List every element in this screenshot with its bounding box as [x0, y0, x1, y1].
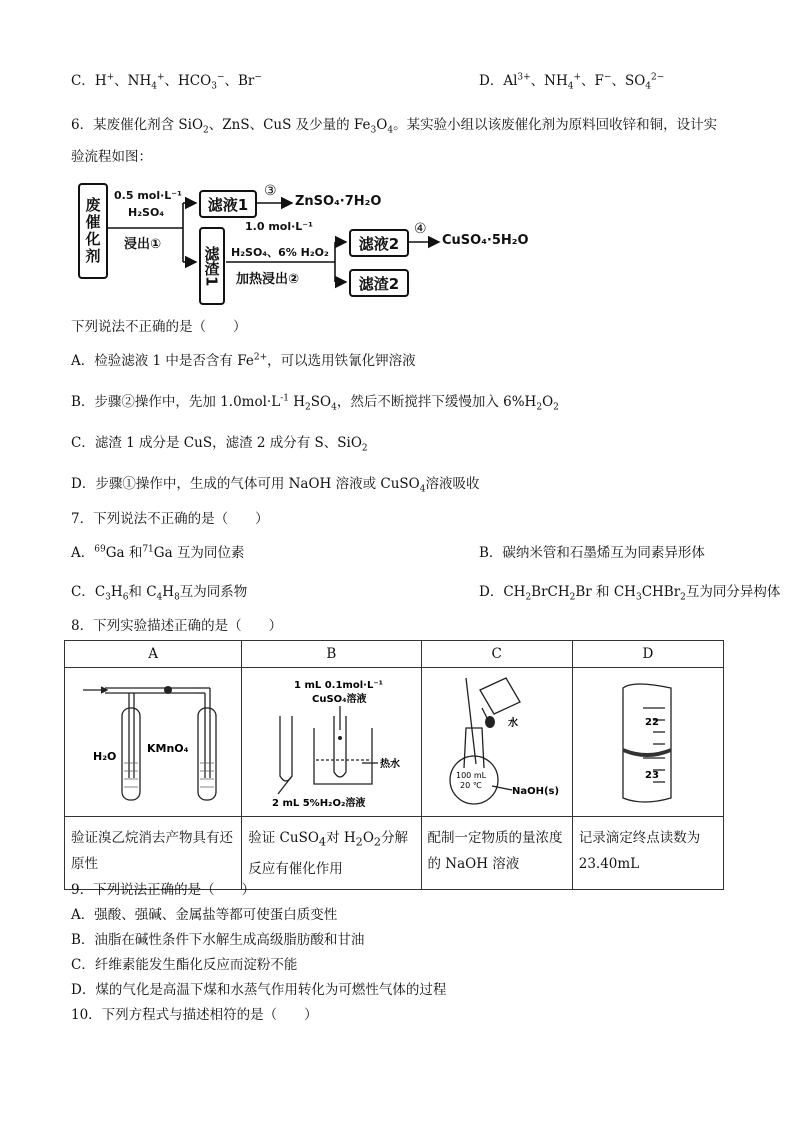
- q7-option-d: D．$CH_2BrCH_2Br$ 和 $CH_3CHBr_2$互为同分异构体: [479, 584, 781, 603]
- fig-b-label-3: 热水: [380, 759, 401, 770]
- flow-leach2: 加热浸出②: [236, 272, 300, 287]
- flow-filtrate1: 滤液1: [199, 190, 257, 218]
- flow-product2: CuSO₄·5H₂O: [442, 233, 529, 248]
- fig-a-label-kmno4: KMnO₄: [147, 742, 189, 755]
- fig-c-label-4: NaOH(s): [511, 786, 559, 797]
- q9-stem: 9．下列说法正确的是（ ）: [71, 882, 256, 898]
- q6-option-a: A．检验滤液 1 中是否含有 $Fe^{2+}$，可以选用铁氰化钾溶液: [71, 352, 416, 369]
- q8-caption-d: 记录滴定终点读数为 23.40mL: [572, 817, 723, 890]
- q9-option-c: C．纤维素能发生酯化反应而淀粉不能: [71, 957, 298, 973]
- flow-conc2: 1.0 mol·L⁻¹: [245, 220, 313, 233]
- q6-option-c: C．滤渣 1 成分是 CuS，滤渣 2 成分有 S、SiO$_2$: [71, 435, 368, 454]
- q8-stem: 8．下列实验描述正确的是（ ）: [71, 618, 283, 634]
- q8-caption-a: 验证溴乙烷消去产物具有还原性: [65, 817, 242, 890]
- flow-raw-box: 废催化剂: [78, 183, 108, 279]
- flow-acid2: H₂SO₄、6% H₂O₂: [231, 246, 329, 259]
- fig-d-label-22: 22: [644, 717, 659, 728]
- flow-residue1: 滤渣1: [199, 227, 225, 305]
- q5-option-d: D．$Al^{3+}$、$NH_4^+$、F−、$SO_4^{2-}$: [479, 72, 665, 92]
- q8-figure-c: [421, 668, 572, 817]
- q8-caption-c: 配制一定物质的量浓度的 NaOH 溶液: [421, 817, 572, 890]
- q7-stem: 7．下列说法不正确的是（ ）: [71, 511, 269, 527]
- q7-option-c: C．$C_3H_6$和 $C_4H_8$互为同系物 D．$CH_2BrCH_2Br$ 和 $CH_3CHBr_2$互为同分异构体: [71, 584, 781, 603]
- flow-acid1: H₂SO₄: [128, 206, 165, 219]
- fig-d-label-23: 23: [644, 770, 659, 781]
- q8-header-a: A: [65, 641, 242, 668]
- fig-b-label-4: 2 mL 5%H₂O₂溶液: [272, 798, 366, 809]
- q8-figure-d: [572, 668, 723, 817]
- fig-b-label-2: CuSO₄溶液: [312, 694, 367, 705]
- q9-option-d: D．煤的气化是高温下煤和水蒸气作用转化为可燃性气体的过程: [71, 982, 447, 998]
- q6-option-d: D．步骤①操作中，生成的气体可用 NaOH 溶液或 CuSO$_4$溶液吸收: [71, 476, 480, 495]
- q8-figure-b: [242, 668, 421, 817]
- q6-option-b: B．步骤②操作中，先加 $1.0mol\cdot L^{-1}$ $H_2SO_4$，然后不断搅拌下缓慢加入 $6\%H_2O_2$: [71, 393, 559, 413]
- flow-conc1: 0.5 mol·L⁻¹: [114, 189, 182, 202]
- q9-option-b: B．油脂在碱性条件下水解生成高级脂肪酸和甘油: [71, 932, 365, 948]
- q8-header-c: C: [421, 641, 572, 668]
- q8-header-d: D: [572, 641, 723, 668]
- q5-option-c: C．H+、$NH_4^+$、$HCO_3^-$、Br− D．$Al^{3+}$、$NH_4^+$、F−、$SO_4^{2-}$: [71, 72, 665, 92]
- fig-c-label-3: 20 ℃: [459, 781, 482, 790]
- flow-arrows: [0, 0, 794, 320]
- q10-stem: 10．下列方程式与描述相符的是（ ）: [71, 1007, 318, 1023]
- q8-caption-b: 验证 CuSO$_4$对 $H_2O_2$分解反应有催化作用: [242, 817, 421, 890]
- q6-question: 下列说法不正确的是（ ）: [71, 319, 247, 335]
- flow-leach1: 浸出①: [124, 237, 162, 252]
- flow-residue2: 滤渣2: [349, 269, 409, 297]
- q8-header-b: B: [242, 641, 421, 668]
- flow-product1: ZnSO₄·7H₂O: [295, 194, 382, 209]
- q6-stem-line2: 验流程如图：: [71, 149, 152, 165]
- flow-step3: ③: [264, 183, 277, 199]
- fig-b-label-1: 1 mL 0.1mol·L⁻¹: [294, 680, 384, 691]
- q8-figure-a: [65, 668, 242, 817]
- flow-step4: ④: [414, 221, 427, 237]
- q7-option-b: B．碳纳米管和石墨烯互为同素异形体: [479, 545, 705, 561]
- flow-filtrate2: 滤液2: [349, 229, 409, 257]
- q6-stem: 6．某废催化剂含 SiO$_2$、ZnS、CuS 及少量的 $Fe_3O_4$。某实验小组以该废催化剂为原料回收锌和铜，设计实: [71, 117, 718, 136]
- fig-a-label-water: H₂O: [93, 750, 117, 763]
- q8-table: [64, 640, 724, 890]
- q7-option-a: A．$^{69}$Ga 和$^{71}$Ga 互为同位素 B．碳纳米管和石墨烯互为同素异形体: [71, 544, 705, 561]
- fig-c-label-1: 水: [507, 718, 518, 729]
- fig-c-label-2: 100 mL: [455, 771, 486, 780]
- q9-option-a: A．强酸、强碱、金属盐等都可使蛋白质变性: [71, 907, 338, 923]
